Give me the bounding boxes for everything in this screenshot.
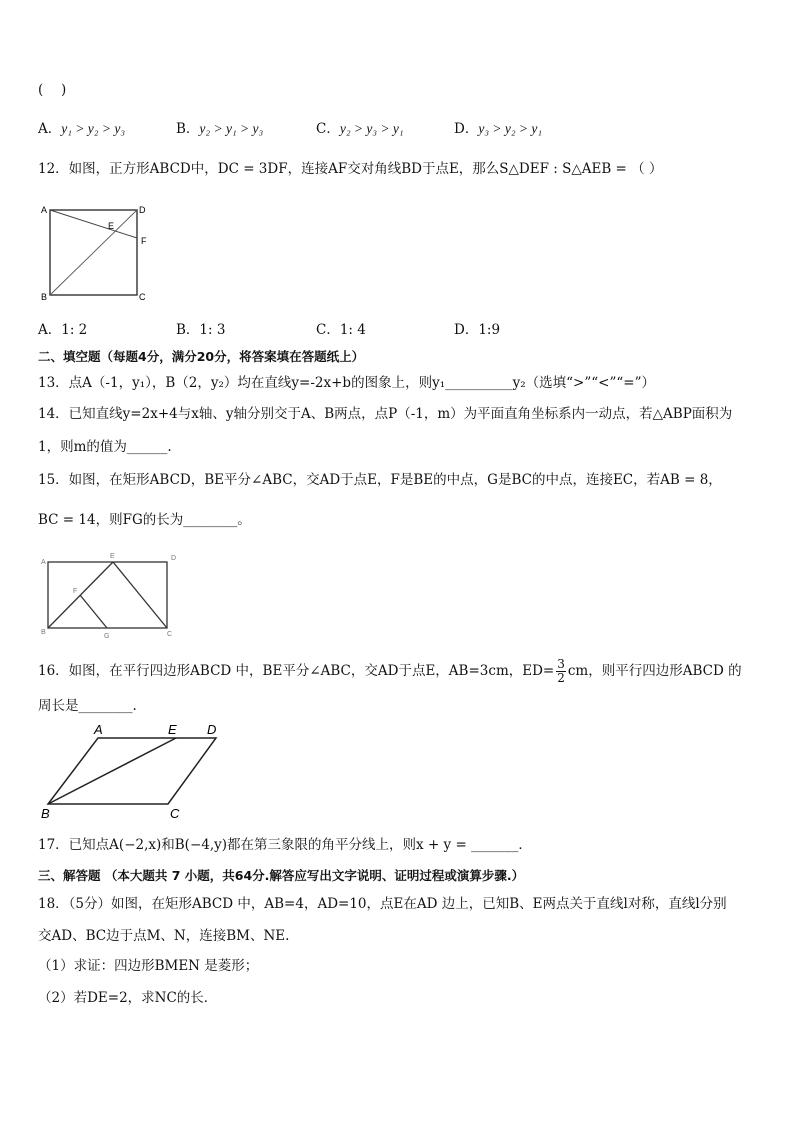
q18-part-2: （2）若DE=2，求NC的长．	[38, 990, 218, 1006]
label-b: B	[41, 806, 50, 820]
q13-text: 13．点A（-1，y₁），B（2，y₂）均在直线y=-2x+b的图象上，则y₁__________y₂（选填“>”“<”“=”）	[38, 375, 655, 391]
q16-figure-parallelogram	[36, 720, 226, 820]
q15-line-1: 15．如图，在矩形ABCD，BE平分∠ABC，交AD于点E，F是BE的中点，G是BC的中点，连接EC，若AB = 8，	[38, 472, 722, 488]
label-e: E	[108, 221, 115, 231]
q11-option-d[interactable]: D．y₃ > y₂ > y₁	[454, 121, 543, 137]
diagonal-bd	[50, 210, 137, 295]
q15-figure-rectangle	[38, 550, 188, 642]
label-c: C	[167, 631, 173, 638]
q12-option-b[interactable]: B．1: 3	[176, 322, 226, 338]
q18-line-1: 18．（5分）如图，在矩形ABCD 中，AB=4，AD=10，点E在AD 边上，已知B、E两点关于直线l对称，直线l分别	[38, 896, 727, 912]
label-f: F	[73, 588, 78, 595]
rectangle-abcd	[48, 562, 167, 628]
q17-text: 17．已知点A(−2,x)和B(−4,y)都在第三象限的角平分线上，则x + y = _______．	[38, 837, 532, 853]
q18-part-1: （1）求证：四边形BMEN 是菱形；	[38, 958, 259, 974]
fraction-ed: $\frac{3}{2}$	[557, 657, 565, 685]
q14-line-1: 14．已知直线y=2x+4与x轴、y轴分别交于A、B两点，点P（-1，m）为平面直角坐标系内一动点，若△ABP面积为	[38, 406, 733, 422]
q16-line-2: 周长是________.	[38, 698, 137, 714]
parallelogram-abcd	[48, 738, 216, 804]
segment-af	[50, 210, 137, 238]
q18-line-2: 交AD、BC边于点M、N，连接BM、NE.	[38, 928, 290, 944]
q12-option-a[interactable]: A．1: 2	[38, 322, 88, 338]
q11-option-b[interactable]: B．y₂ > y₁ > y₃	[176, 121, 264, 137]
section-3-heading: 三、解答题 （本大题共 7 小题，共64分.解答应写出文字说明、证明过程或演算步骤.）	[38, 868, 525, 883]
label-f: F	[141, 236, 147, 246]
label-g: G	[104, 633, 110, 640]
q15-line-2: BC = 14，则FG的长为________。	[38, 512, 251, 528]
label-d: D	[207, 722, 217, 737]
label-a: A	[41, 205, 48, 215]
q16-line-1: 16．如图，在平行四边形ABCD 中，BE平分∠ABC，交AD于点E，AB=3cm，ED= $\frac{3}{2}$ cm，则平行四边形ABCD 的	[38, 657, 742, 685]
q11-paren: ( )	[38, 82, 67, 98]
segment-be	[48, 738, 176, 804]
label-c: C	[139, 292, 146, 302]
q11-option-c[interactable]: C．y₂ > y₃ > y₁	[316, 121, 404, 137]
label-a: A	[94, 722, 103, 737]
q12-option-d[interactable]: D．1:9	[454, 322, 501, 338]
label-e: E	[168, 722, 177, 737]
q11-option-a[interactable]: A．y₁ > y₂ > y₃	[38, 121, 126, 137]
section-2-heading: 二、填空题（每题4分，满分20分，将答案填在答题纸上）	[38, 349, 365, 364]
q14-line-2: 1，则m的值为______.	[38, 439, 172, 455]
label-e: E	[110, 553, 115, 560]
label-c: C	[170, 806, 180, 820]
label-a: A	[41, 559, 46, 566]
q12-stem: 12．如图，正方形ABCD中，DC = 3DF，连接AF交对角线BD于点E，那么S△DEF : S△AEB = （ ）	[38, 161, 663, 177]
label-d: D	[139, 205, 146, 215]
q12-figure-square	[38, 200, 150, 308]
q12-option-c[interactable]: C．1: 4	[316, 322, 366, 338]
segment-ec	[113, 562, 167, 628]
label-b: B	[41, 629, 46, 636]
label-d: D	[171, 555, 177, 562]
label-b: B	[41, 292, 48, 302]
segment-fg	[80, 595, 107, 628]
